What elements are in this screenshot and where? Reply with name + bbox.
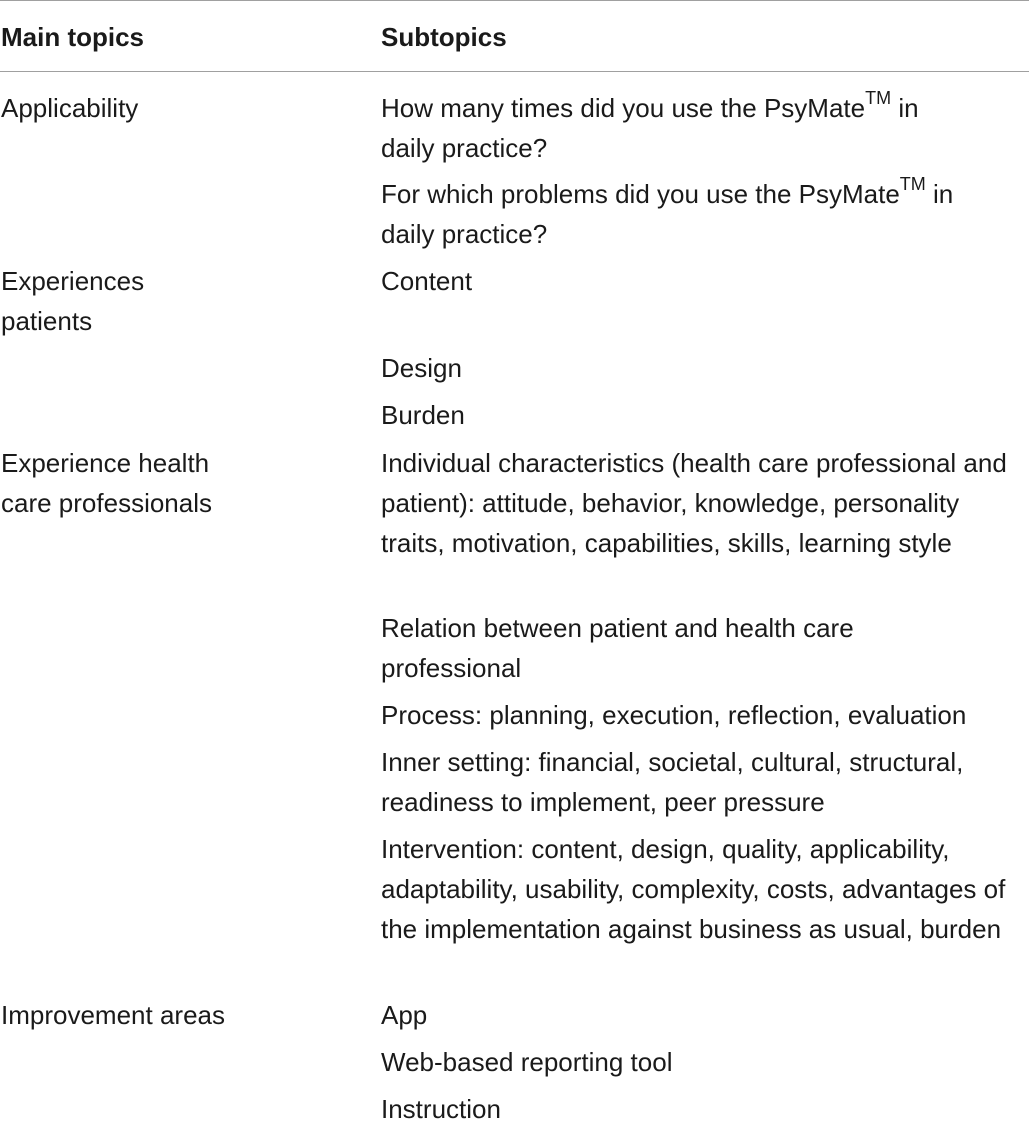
trademark-sup: TM — [899, 174, 926, 195]
subtopic-web-reporting-tool: Web-based reporting tool — [381, 1047, 673, 1077]
header-subtopics: Subtopics — [381, 22, 507, 52]
subtopic-problems: For which problems did you use the PsyMate™ in daily practice? — [381, 174, 954, 249]
header-rule — [0, 71, 1029, 72]
subtopic-burden: Burden — [381, 400, 465, 430]
subtopic-usage-count: How many times did you use the PsyMate™ in daily practice? — [381, 88, 919, 163]
subtopic-content: Content — [381, 266, 473, 296]
subtopic-app: App — [381, 1000, 428, 1030]
subtopic-relation: Relation between patient and health care professional — [381, 613, 854, 683]
trademark-sup: TM — [865, 88, 892, 109]
header-main-topics: Main topics — [1, 22, 145, 52]
topic-applicability: Applicability — [1, 93, 139, 123]
subtopic-design: Design — [381, 353, 462, 383]
subtopic-process: Process: planning, execution, reflection, evaluation — [381, 700, 967, 730]
table-top-rule — [0, 0, 1029, 1]
subtopic-instruction: Instruction — [381, 1094, 501, 1124]
topic-experience-hcp: Experience health care professionals — [1, 448, 212, 518]
subtopic-inner-setting: Inner setting: financial, societal, cultural, structural, readiness to implement, peer pressure — [381, 747, 964, 817]
subtopic-individual-characteristics: Individual characteristics (health care professional and patient): attitude, behavior, knowledge, personality traits, motivation, capabilities, skills, learning style — [381, 448, 1007, 558]
subtopic-intervention: Intervention: content, design, quality, applicability, adaptability, usability, complexity, costs, advantages of the implementation against business as usual, burden — [381, 834, 1006, 944]
topic-improvement-areas: Improvement areas — [1, 1000, 225, 1030]
topic-experiences-patients: Experiences patients — [1, 266, 145, 336]
